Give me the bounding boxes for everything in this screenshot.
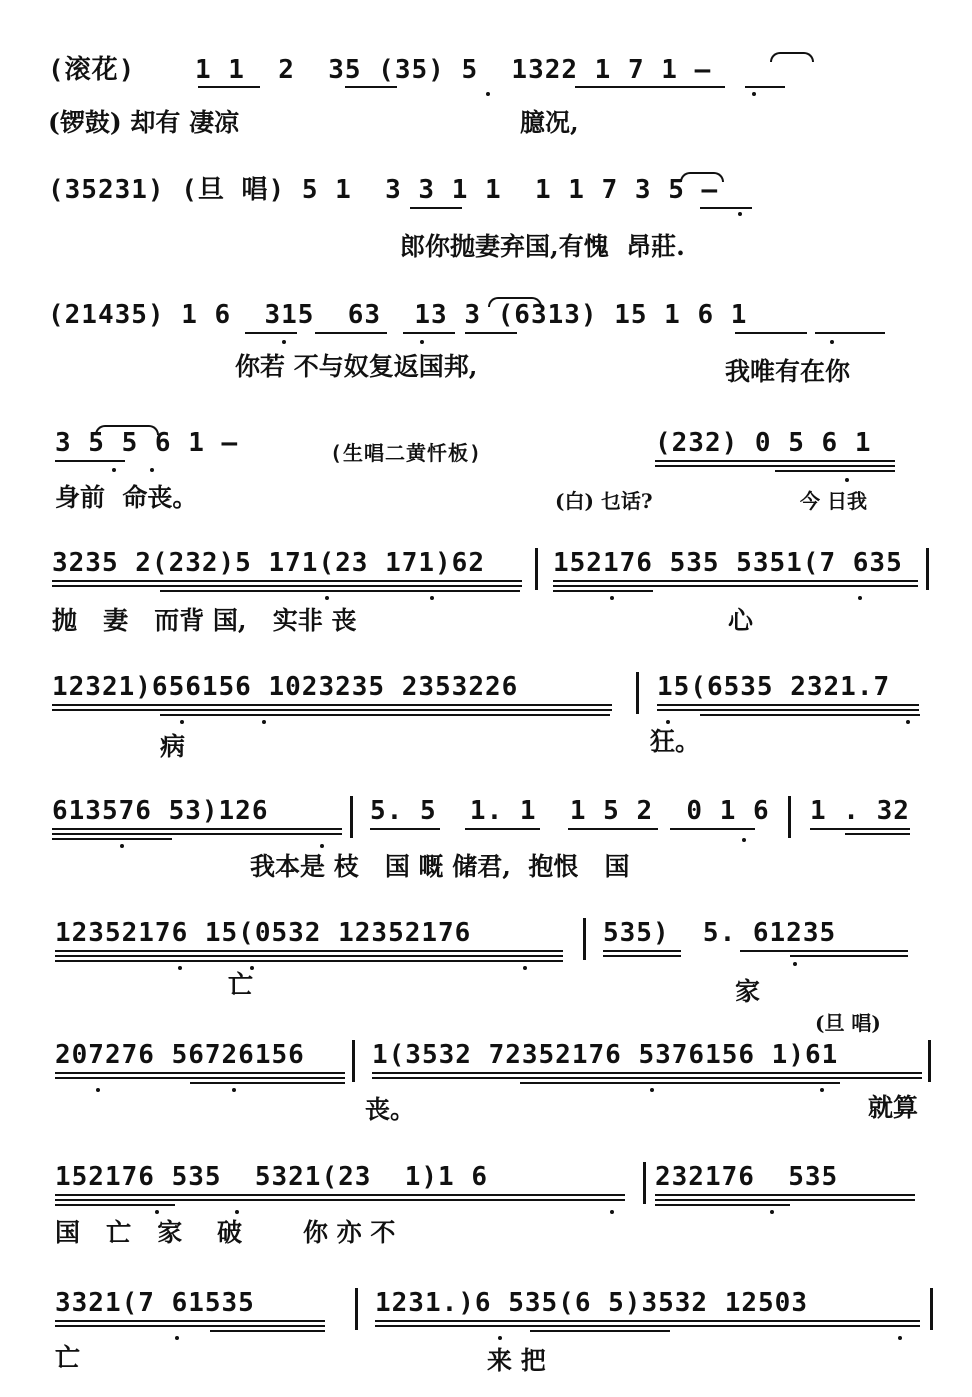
underline: [55, 955, 563, 957]
notation-row-7a: 613576 53)126: [52, 796, 269, 826]
low-octave-dot: [112, 468, 116, 472]
low-octave-dot: [858, 596, 862, 600]
underline: [553, 590, 653, 592]
barline: [643, 1162, 646, 1204]
underline: [52, 585, 522, 587]
underline: [700, 714, 920, 716]
label-gunhua: (滚花): [48, 55, 152, 85]
lyric-row-1b: 臆况,: [520, 108, 579, 137]
low-octave-dot: [498, 1336, 502, 1340]
notation-row-11b: 1231.)6 535(6 5)3532 12503: [375, 1288, 808, 1318]
underline: [465, 332, 517, 334]
low-octave-dot: [320, 844, 324, 848]
notation-row-5a: 3235 2(232)5 171(23 171)62: [52, 548, 485, 578]
low-octave-dot: [793, 962, 797, 966]
notation-row-7b: 5. 5 1. 1 1 5 2 0 1 6: [370, 796, 770, 826]
lyric-row-7: 我本是 枝 国 嘅 储君, 抱恨 国: [250, 852, 630, 881]
slur: [488, 297, 542, 307]
lyric-row-4b: (白) 乜话?: [555, 489, 653, 513]
underline: [52, 709, 612, 711]
underline: [745, 86, 785, 88]
underline: [657, 704, 919, 706]
notation-row-9b: 1(3532 72352176 5376156 1)61: [372, 1040, 839, 1070]
barline: [928, 1040, 931, 1082]
notation-row-1: 1 1 2 35 (35) 5 1322 1 7 1 —: [195, 55, 712, 85]
underline: [520, 1082, 840, 1084]
underline: [670, 828, 755, 830]
lyric-row-1a: (锣鼓) 却有 凄凉: [48, 108, 240, 137]
low-octave-dot: [752, 92, 756, 96]
notation-row-2: (35231) (旦 唱) 5 1 3 3 1 1 1 1 7 3 5 —: [48, 175, 719, 205]
underline: [55, 1194, 625, 1196]
underline: [603, 950, 681, 952]
notation-row-5b: 152176 535 5351(7 635: [553, 548, 903, 578]
low-octave-dot: [420, 340, 424, 344]
notation-row-6a: 12321)656156 1023235 2353226: [52, 672, 519, 702]
notation-row-8b: 535) 5. 61235: [603, 918, 837, 948]
barline: [926, 548, 929, 590]
underline: [700, 207, 752, 209]
low-octave-dot: [180, 720, 184, 724]
low-octave-dot: [235, 1210, 239, 1214]
underline: [55, 1072, 345, 1074]
low-octave-dot: [250, 966, 254, 970]
underline: [815, 332, 885, 334]
barline: [535, 548, 538, 590]
barline: [788, 796, 791, 838]
underline: [553, 580, 918, 582]
lyric-row-4c: 今 日我: [800, 489, 867, 513]
low-octave-dot: [610, 596, 614, 600]
low-octave-dot: [262, 720, 266, 724]
low-octave-dot: [898, 1336, 902, 1340]
underline: [575, 86, 725, 88]
slur: [95, 425, 159, 435]
underline: [160, 590, 520, 592]
low-octave-dot: [906, 720, 910, 724]
underline: [655, 460, 895, 462]
low-octave-dot: [845, 478, 849, 482]
low-octave-dot: [666, 720, 670, 724]
underline: [410, 207, 462, 209]
low-octave-dot: [650, 1088, 654, 1092]
underline: [315, 332, 387, 334]
low-octave-dot: [770, 1210, 774, 1214]
notation-row-11a: 3321(7 61535: [55, 1288, 255, 1318]
underline: [603, 955, 681, 957]
low-octave-dot: [175, 1336, 179, 1340]
notation-row-4b: (232) 0 5 6 1: [655, 428, 872, 458]
low-octave-dot: [282, 340, 286, 344]
low-octave-dot: [486, 92, 490, 96]
lyric-row-6b: 狂。: [650, 727, 701, 756]
low-octave-dot: [610, 1210, 614, 1214]
underline: [345, 86, 397, 88]
notation-row-3: (21435) 1 6 315 63 13 3 (6313) 15 1 6 1: [48, 300, 748, 330]
lyric-row-3b: 我唯有在你: [725, 357, 851, 386]
underline: [372, 1077, 922, 1079]
underline: [655, 465, 895, 467]
low-octave-dot: [738, 212, 742, 216]
lyric-row-8a: 亡: [228, 970, 254, 999]
underline: [160, 714, 610, 716]
lyric-row-11b: 来 把: [487, 1346, 546, 1375]
lyric-row-3a: 你若 不与奴复返国邦,: [235, 352, 478, 381]
underline: [190, 1082, 345, 1084]
underline: [210, 1330, 325, 1332]
underline: [568, 828, 658, 830]
low-octave-dot: [820, 1088, 824, 1092]
underline: [530, 1330, 670, 1332]
underline: [375, 1325, 920, 1327]
underline: [52, 828, 342, 830]
underline: [740, 950, 908, 952]
underline: [55, 950, 563, 952]
lyric-row-9a: 丧。: [365, 1095, 416, 1124]
underline: [55, 960, 563, 962]
barline: [636, 672, 639, 714]
low-octave-dot: [96, 1088, 100, 1092]
underline: [845, 833, 910, 835]
underline: [790, 955, 908, 957]
low-octave-dot: [325, 596, 329, 600]
underline: [55, 1199, 625, 1201]
underline: [465, 828, 540, 830]
underline: [198, 86, 260, 88]
low-octave-dot: [742, 838, 746, 842]
lyric-row-6a: 病: [160, 732, 186, 761]
barline: [930, 1288, 933, 1330]
low-octave-dot: [155, 1210, 159, 1214]
underline: [810, 828, 910, 830]
notation-row-9a: 207276 56726156: [55, 1040, 305, 1070]
notation-row-4a: 3 5 5 6 1 —: [55, 428, 255, 458]
notation-row-7c: 1 . 32: [810, 796, 910, 826]
notation-row-10b: 232176 535: [655, 1162, 839, 1192]
underline: [52, 580, 522, 582]
underline: [245, 332, 297, 334]
singer-cue-dan: (旦 唱): [815, 1011, 881, 1035]
notation-row-10a: 152176 535 5321(23 1)1 6: [55, 1162, 488, 1192]
underline: [735, 332, 807, 334]
underline: [55, 1204, 175, 1206]
underline: [375, 1320, 920, 1322]
barline: [355, 1288, 358, 1330]
underline: [55, 460, 125, 462]
underline: [370, 828, 440, 830]
underline: [655, 1199, 915, 1201]
low-octave-dot: [430, 596, 434, 600]
underline: [52, 704, 612, 706]
underline: [655, 1204, 790, 1206]
underline: [403, 332, 455, 334]
low-octave-dot: [232, 1088, 236, 1092]
low-octave-dot: [150, 468, 154, 472]
section-label-erhuang: (生唱二黄忏板): [330, 441, 483, 465]
lyric-row-8b: 家: [735, 977, 761, 1006]
low-octave-dot: [120, 844, 124, 848]
lyric-row-5a: 抛 妻 而背 国, 实非 丧: [52, 606, 357, 635]
lyric-row-11a: 亡: [55, 1343, 81, 1372]
barline: [350, 796, 353, 838]
underline: [655, 1194, 915, 1196]
low-octave-dot: [830, 340, 834, 344]
low-octave-dot: [178, 966, 182, 970]
underline: [55, 1077, 345, 1079]
slur: [770, 52, 814, 62]
lyric-row-4a: 身前 命丧。: [55, 483, 198, 512]
underline: [372, 1072, 922, 1074]
underline: [52, 838, 172, 840]
underline: [775, 470, 895, 472]
lyric-row-10: 国 亡 家 破 你 亦 不: [55, 1218, 396, 1247]
underline: [55, 1320, 325, 1322]
notation-row-6b: 15(6535 2321.7: [657, 672, 891, 702]
barline: [583, 918, 586, 960]
slur: [680, 172, 724, 182]
underline: [52, 833, 342, 835]
lyric-row-5b: 心: [728, 606, 754, 635]
underline: [55, 1325, 325, 1327]
notation-row-8a: 12352176 15(0532 12352176: [55, 918, 472, 948]
lyric-row-9b: 就算: [868, 1093, 919, 1122]
low-octave-dot: [523, 966, 527, 970]
underline: [553, 585, 918, 587]
lyric-row-2: 郎你抛妻弃国,有愧 昂莊.: [400, 232, 685, 261]
underline: [657, 709, 919, 711]
barline: [352, 1040, 355, 1082]
